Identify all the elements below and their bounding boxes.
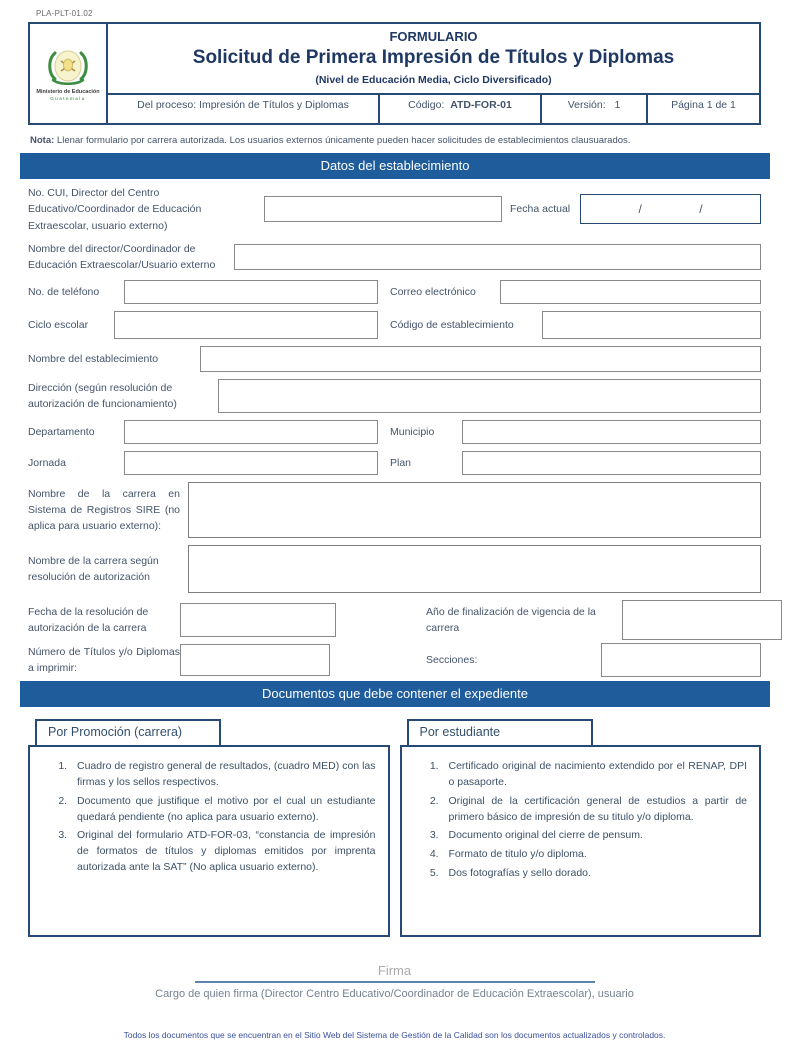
form-kicker: FORMULARIO [389,29,478,44]
numero-titulos-input[interactable] [180,644,330,676]
footer-note: Todos los documentos que se encuentran en el Sitio Web del Sistema de Gestión de la Calidad son los documentos actualizados y controlados. [123,1030,666,1040]
codigo-establecimiento-input[interactable] [542,311,761,339]
fecha-resolucion-label: Fecha de la resolución de autorización de la carrera [28,606,149,635]
ciclo-input[interactable] [114,311,378,339]
promocion-column [28,719,390,937]
process-label: Del proceso: Impresión de Títulos y Diplomas [137,99,349,111]
nombre-establecimiento-input[interactable] [200,346,761,372]
anio-finalizacion-input[interactable] [622,600,782,640]
telefono-input[interactable] [124,280,378,304]
list-item: 3. Documento original del cierre de pensum. [442,828,748,844]
list-item: 1. Certificado original de nacimiento extendido por el RENAP, DPI o pasaporte. [442,759,748,791]
list-item: 2. Original de la certificación general de estudios a partir de primero básico de impresión de su titulo y/o diploma. [442,794,748,826]
header-title-area [108,24,759,123]
numero-titulos-label: Número de Títulos y/o Diplomas a imprimir: [28,646,180,675]
municipio-input[interactable] [462,420,761,444]
secciones-label: Secciones: [426,654,478,667]
list-item: 5. Dos fotografías y sello dorado. [442,866,748,882]
jornada-label: Jornada [28,457,66,470]
header-meta-row [108,93,759,123]
codigo-establecimiento-label: Código de establecimiento [390,319,514,332]
correo-label: Correo electrónico [390,286,476,299]
form-subtitle: (Nivel de Educación Media, Ciclo Diversificado) [315,74,552,86]
form-header [28,22,761,125]
section-establishment-bar: Datos del establecimiento [20,153,770,179]
document-code: PLA-PLT-01.02 [36,9,93,18]
logo-country-text: Guatemala [50,95,86,101]
date-slash-2: / [699,202,703,217]
carrera-resolucion-label: Nombre de la carrera según resolución de autorización [28,555,159,584]
list-item: 2. Documento que justifique el motivo por el cual un estudiante quedará pendiente (no aplica para usuario externo). [70,794,376,826]
estudiante-list [400,745,762,937]
form-note [30,135,761,146]
departamento-input[interactable] [124,420,378,444]
version-value: 1 [614,99,621,111]
secciones-input[interactable] [601,643,761,677]
page-info: Página 1 de 1 [646,95,759,123]
cui-label: No. CUI, Director del Centro Educativo/Coordinador de Educación Extraescolar, usuario externo) [28,187,202,232]
list-item: 1. Cuadro de registro general de resultados, (cuadro MED) con las firmas y los sellos respectivos. [70,759,376,791]
list-item: 3. Original del formulario ATD-FOR-03, “constancia de impresión de formatos de títulos y diplomas emitidos por imprenta autorizada ante la SAT” (No aplica usuario externo). [70,828,376,875]
carrera-sire-input[interactable] [188,482,761,538]
estudiante-tab: Por estudiante [407,719,593,747]
section-documents-bar: Documentos que debe contener el expediente [20,681,770,707]
plan-input[interactable] [462,451,761,475]
firma-label: Firma [377,963,412,979]
form-title: Solicitud de Primera Impresión de Títulos y Diplomas [192,47,675,68]
direccion-input[interactable] [218,379,761,413]
version-label: Versión: [567,99,606,111]
establishment-fields [28,179,761,677]
director-label: Nombre del director/Coordinador de Educación Extraescolar/Usuario externo [28,242,216,272]
code-label: Código: [408,99,445,111]
estudiante-column [400,719,762,937]
note-label: Nota: [30,135,55,146]
note-text: Llenar formulario por carrera autorizada. Los usuarios externos únicamente pueden hacer solicitudes de establecimientos clausuarados. [54,135,631,146]
signature-line [195,981,595,983]
jornada-input[interactable] [124,451,378,475]
promocion-list [28,745,390,937]
list-item: 4. Formato de titulo y/o diploma. [442,847,748,863]
fecha-actual-input[interactable] [580,194,761,224]
carrera-sire-label: Nombre de la carrera en Sistema de Registros SIRE (no aplica para usuario externo): [28,487,180,533]
cargo-label: Cargo de quien firma (Director Centro Educativo/Coordinador de Educación Extraescolar), usuario [155,988,634,1001]
fecha-actual-label: Fecha actual [510,203,571,216]
coat-of-arms-icon [41,47,95,89]
direccion-label: Dirección (según resolución de autorización de funcionamiento) [28,382,177,411]
plan-label: Plan [390,457,412,470]
carrera-resolucion-input[interactable] [188,545,761,593]
fecha-resolucion-input[interactable] [180,603,336,637]
cui-input[interactable] [264,196,502,222]
version-cell [540,95,646,123]
date-slash-1: / [638,202,642,217]
promocion-tab: Por Promoción (carrera) [35,719,221,747]
code-value: ATD-FOR-01 [450,99,512,111]
municipio-label: Municipio [390,426,435,439]
departamento-label: Departamento [28,426,95,439]
ministry-logo [30,24,108,123]
code-cell [378,95,540,123]
correo-input[interactable] [500,280,761,304]
nombre-establecimiento-label: Nombre del establecimiento [28,353,159,366]
documents-columns [28,719,761,937]
anio-finalizacion-label: Año de finalización de vigencia de la carrera [426,606,596,635]
telefono-label: No. de teléfono [28,286,100,299]
director-input[interactable] [234,244,761,270]
ciclo-label: Ciclo escolar [28,319,89,332]
logo-org-text: Ministerio de Educación [36,89,100,96]
